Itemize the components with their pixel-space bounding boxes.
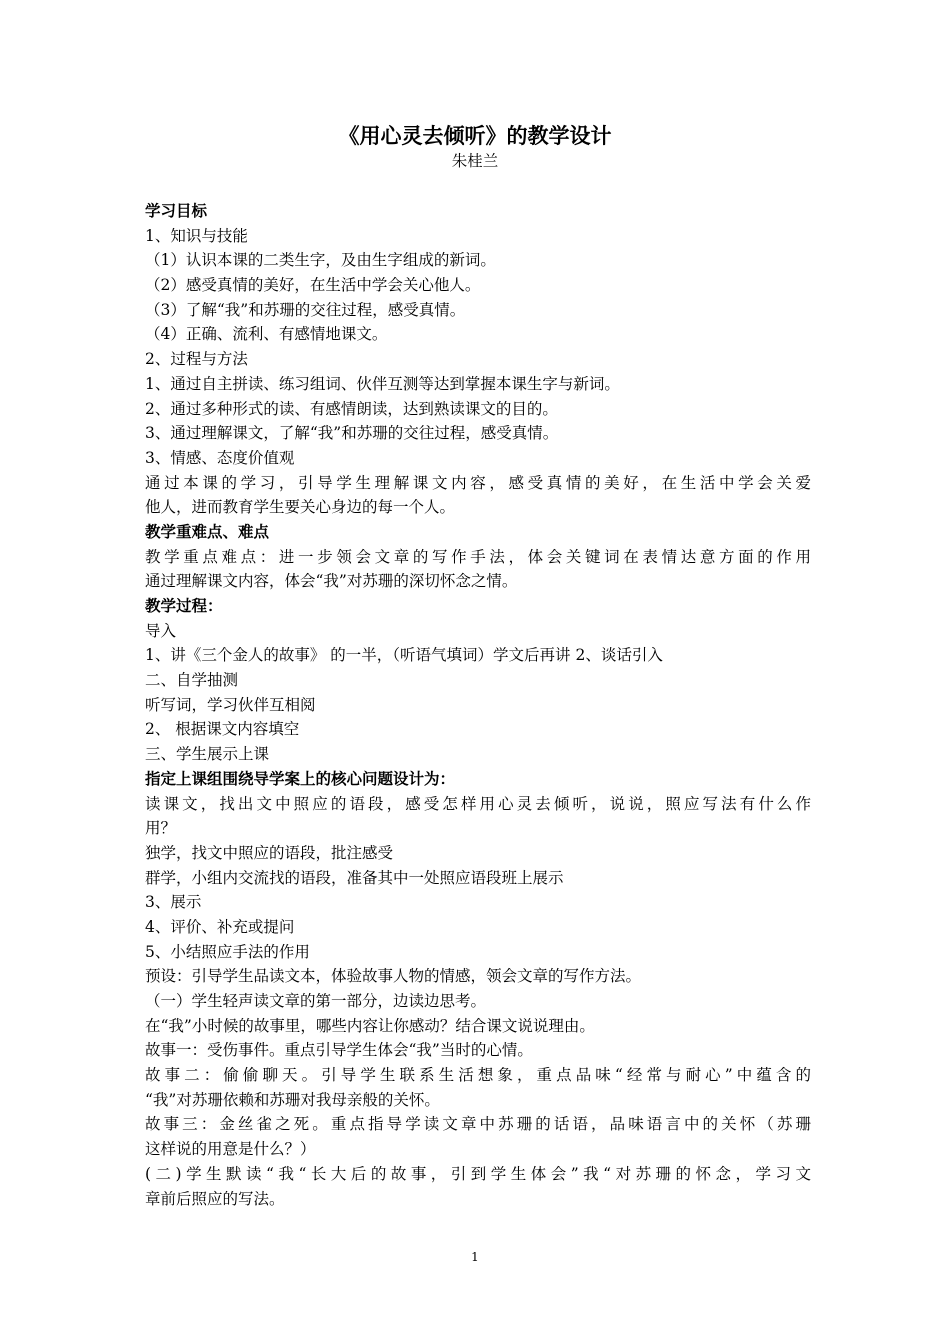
body-line: 3、通过理解课文，了解“我”和苏珊的交往过程，感受真情。 [145, 424, 559, 443]
body-line: 3、情感、态度价值观 [145, 448, 295, 467]
body-line: 读课文，找出文中照应的语段，感受怎样用心灵去倾听，说说，照应写法有什么作 [145, 794, 811, 813]
section-heading: 指定上课组围绕导学案上的核心问题设计为： [145, 768, 456, 788]
body-line: 1、通过自主拼读、练习组词、伙伴互测等达到掌握本课生字与新词。 [145, 374, 620, 393]
body-line: 三、学生展示上课 [145, 745, 270, 764]
body-line: （2）感受真情的美好，在生活中学会关心他人。 [145, 276, 481, 295]
body-line: 1、知识与技能 [145, 226, 248, 245]
body-line: 用？ [145, 819, 177, 838]
body-line: 通过本课的学习，引导学生理解课文内容，感受真情的美好，在生活中学会关爱 [145, 473, 811, 492]
body-line: 章前后照应的写法。 [145, 1189, 285, 1208]
page-number: 1 [471, 1250, 479, 1264]
document-author: 朱桂兰 [451, 152, 499, 170]
body-line: （3）了解“我”和苏珊的交往过程，感受真情。 [145, 300, 466, 319]
body-line: 2、过程与方法 [145, 350, 248, 369]
body-line: 在“我”小时候的故事里，哪些内容让你感动？结合课文说说理由。 [145, 1016, 595, 1035]
body-line: （一）学生轻声读文章的第一部分，边读边思考。 [145, 992, 487, 1010]
document-body [145, 199, 811, 1211]
body-line: 故事三：金丝雀之死。重点指导学读文章中苏珊的话语，品味语言中的关怀（苏珊 [145, 1115, 811, 1134]
body-line: 独学，找文中照应的语段，批注感受 [145, 843, 394, 862]
body-line: 1、讲《三个金人的故事》 的一半，（听语气填词）学文后再讲 2、谈话引入 [145, 646, 663, 665]
body-line: 故事一：受伤事件。重点引导学生体会“我”当时的心情。 [145, 1041, 533, 1060]
document-title: 《用心灵去倾听》的教学设计 [338, 123, 612, 148]
body-line: 这样说的用意是什么？） [145, 1140, 316, 1159]
body-line: “我”对苏珊依赖和苏珊对我母亲般的关怀。 [145, 1090, 440, 1109]
section-heading: 教学过程： [145, 596, 223, 615]
body-line: 教学重点难点：进一步领会文章的写作手法，体会关键词在表情达意方面的作用 [145, 547, 811, 566]
body-line: 二、自学抽测 [145, 671, 239, 690]
body-line: 2、 根据课文内容填空 [145, 720, 300, 739]
body-line: 故事二：偷偷聊天。引导学生联系生活想象，重点品味“经常与耐心”中蕴含的 [145, 1066, 811, 1085]
body-line: 4、评价、补充或提问 [145, 917, 295, 936]
body-line: (二)学生默读“我“长大后的故事，引到学生体会”我“对苏珊的怀念，学习文 [145, 1164, 811, 1183]
body-line: 听写词，学习伙伴互相阅 [145, 695, 316, 714]
body-line: 导入 [145, 621, 177, 640]
body-line: （1）认识本课的二类生字，及由生字组成的新词。 [145, 251, 496, 270]
body-line: 群学，小组内交流找的语段，准备其中一处照应语段班上展示 [145, 868, 564, 887]
body-line: 3、展示 [145, 893, 202, 912]
section-heading: 教学重难点、难点 [145, 521, 270, 541]
body-line: 通过理解课文内容，体会“我”对苏珊的深切怀念之情。 [145, 572, 518, 591]
body-line: 预设：引导学生品读文本，体验故事人物的情感，领会文章的写作方法。 [145, 967, 642, 986]
body-line: 5、小结照应手法的作用 [145, 942, 310, 961]
section-heading: 学习目标 [145, 201, 208, 220]
body-line: （4）正确、流利、有感情地课文。 [145, 325, 388, 344]
body-line: 2、通过多种形式的读、有感情朗读，达到熟读课文的目的。 [145, 399, 558, 418]
body-line: 他人，进而教育学生要关心身边的每一个人。 [145, 498, 456, 517]
